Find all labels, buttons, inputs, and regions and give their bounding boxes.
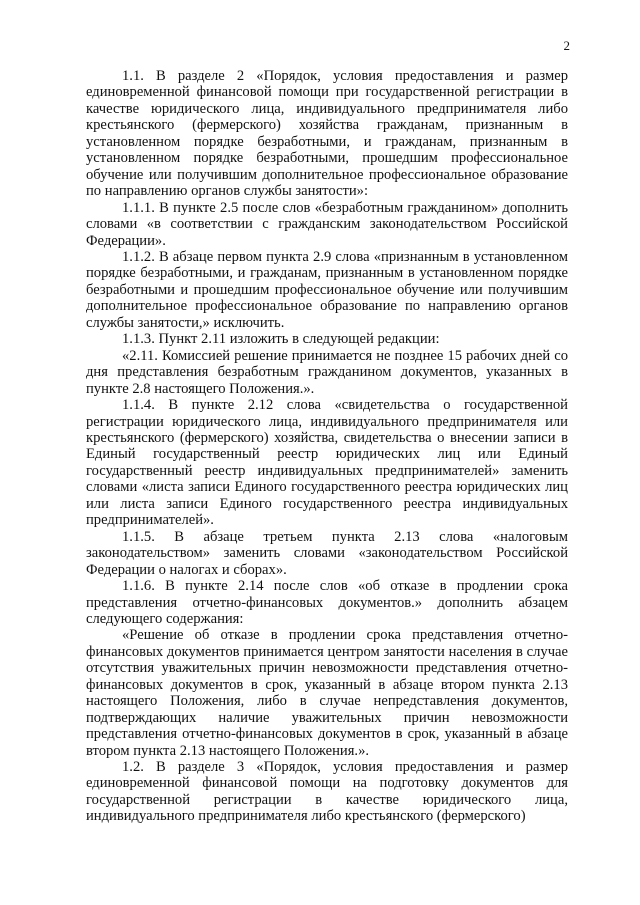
paragraph-decision-quote: «Решение об отказе в продлении срока представления отчетно-финансовых документов принимается центром занятости населения в случае отсутствия уважительных причин невозможности представления отчетно-финансовых документов в срок, указанный в абзаце втором пункта 2.13 настоящего Положения, либо в случае непредставления документов, подтверждающих наличие уважительных причин невозможности представления отчетно-финансовых документов в срок, указанный в абзаце втором пункта 2.13 настоящего Положения.».	[86, 627, 568, 759]
page-number: 2	[563, 38, 570, 53]
paragraph-1-2: 1.2. В разделе 3 «Порядок, условия предоставления и размер единовременной финансовой помощи на подготовку документов для государственной регистрации в качестве юридического лица, индивидуального предпринимателя либо крестьянского (фермерского)	[86, 759, 568, 825]
paragraph-1-1-6: 1.1.6. В пункте 2.14 после слов «об отказе в продлении срока представления отчетно-финансовых документов.» дополнить абзацем следующего содержания:	[86, 578, 568, 627]
document-body	[86, 68, 568, 825]
paragraph-1-1-2: 1.1.2. В абзаце первом пункта 2.9 слова «признанным в установленном порядке безработными, и гражданам, признанным в установленном порядке безработными и прошедшим профессиональное обучение или получившим дополнительное профессиональное образование по направлению органов службы занятости,» исключить.	[86, 248, 568, 331]
paragraph-1-1-5: 1.1.5. В абзаце третьем пункта 2.13 слова «налоговым законодательством» заменить словами «законодательством Российской Федерации о налогах и сборах».	[86, 528, 568, 578]
paragraph-1-1: 1.1. В разделе 2 «Порядок, условия предоставления и размер единовременной финансовой помощи при государственной регистрации в качестве юридического лица, индивидуального предпринимателя либо крестьянского (фермерского) хозяйства гражданам, признанным в установленном порядке безработными, и гражданам, признанным в установленном порядке безработными, прошедшим профессиональное обучение или получившим дополнительное профессиональное образование по направлению органов службы занятости»:	[86, 68, 568, 200]
paragraph-1-1-1: 1.1.1. В пункте 2.5 после слов «безработным гражданином» дополнить словами «в соответствии с гражданским законодательством Российской Федерации».	[86, 199, 568, 249]
paragraph-1-1-4: 1.1.4. В пункте 2.12 слова «свидетельства о государственной регистрации юридического лица, индивидуального предпринимателя или крестьянского (фермерского) хозяйства, свидетельства о внесении записи в Единый государственный реестр юридических лиц или Единый государственный реестр индивидуальных предпринимателей» заменить словами «листа записи Единого государственного реестра юридических лиц или листа записи Единого государственного реестра индивидуальных предпринимателей».	[86, 397, 568, 529]
paragraph-2-11-quote: «2.11. Комиссией решение принимается не позднее 15 рабочих дней со дня представления безработным гражданином документов, указанных в пункте 2.8 настоящего Положения.».	[86, 347, 568, 397]
paragraph-1-1-3: 1.1.3. Пункт 2.11 изложить в следующей редакции:	[122, 331, 440, 348]
